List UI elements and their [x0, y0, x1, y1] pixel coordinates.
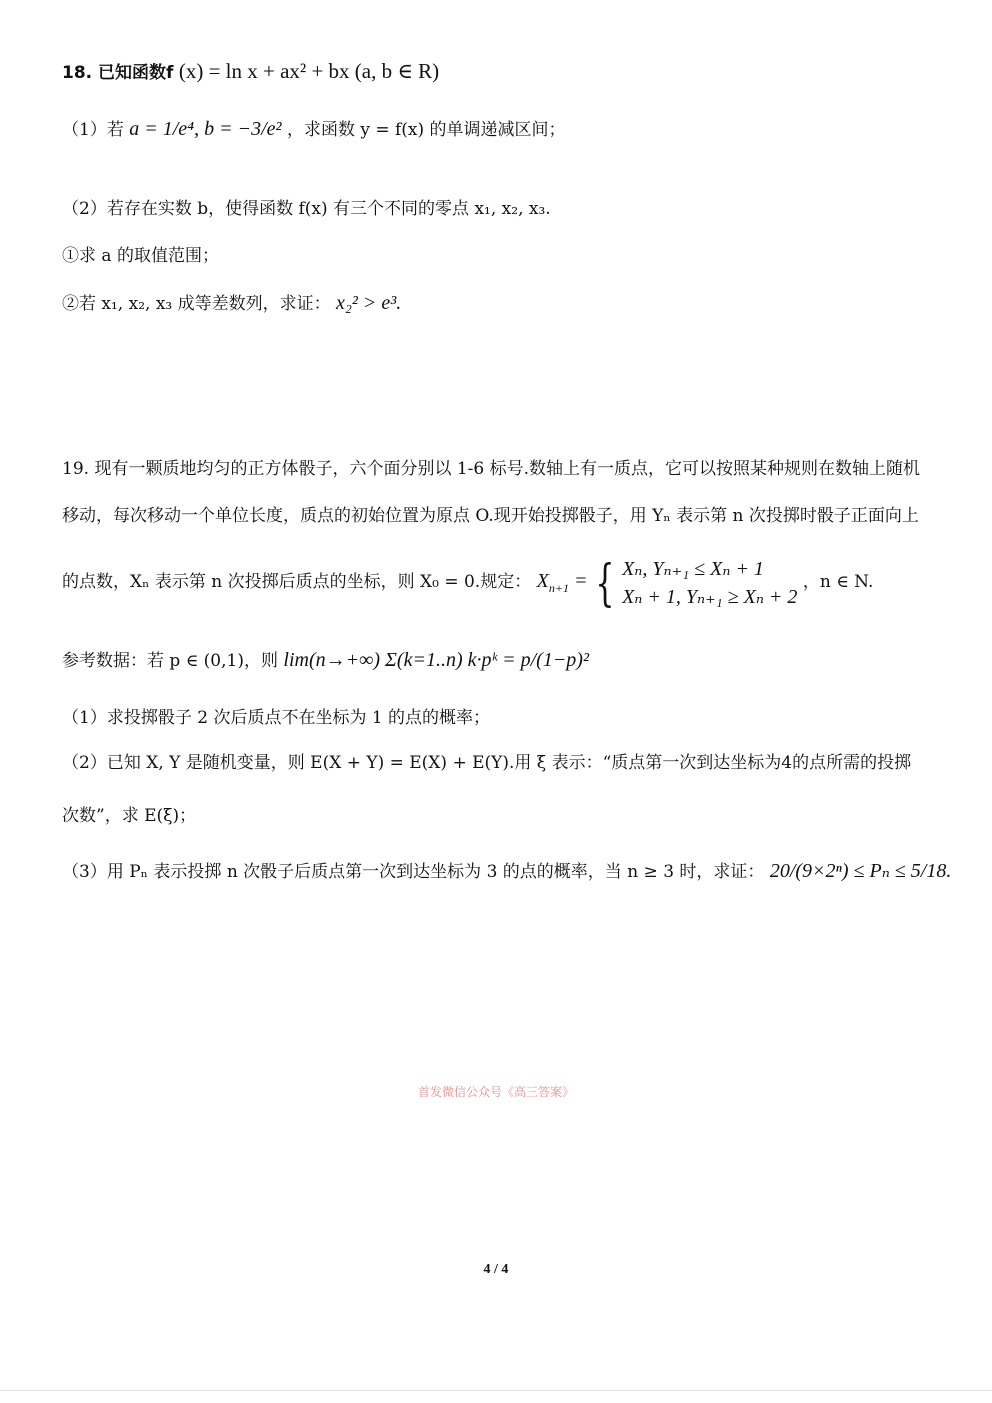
q19-part3-prefix: （3）用 Pₙ 表示投掷 n 次骰子后质点第一次到达坐标为 3 的点的概率，当 n ≥ 3 时，求证： — [62, 862, 765, 882]
q18-part1-prefix: （1）若 — [62, 120, 124, 140]
q18-part1-a: a = 1/e⁴ — [129, 118, 195, 140]
q19-part2-line2: 次数”，求 E(ξ)； — [62, 806, 197, 826]
q19-reference-formula: lim(n→+∞) Σ(k=1..n) k·pᵏ = p/(1−p)² — [283, 649, 589, 671]
q18-part1: （1）若 a = 1/e⁴, b = −3/e² ，求函数 y = f(x) 的单调递减区间； — [62, 118, 566, 140]
q18-part2: （2）若存在实数 b，使得函数 f(x) 有三个不同的零点 x₁, x₂, x₃. — [62, 199, 551, 219]
q18-part2-sub2 — [62, 292, 401, 315]
q18-part2-sub1: ①求 a 的取值范围； — [62, 246, 219, 266]
q18-part2-sub2-formula: x₂² > e³. — [336, 292, 402, 314]
q19-part3 — [62, 860, 951, 883]
q19-rule-cases — [622, 555, 797, 611]
q19-rule-case2: Xₙ + 1, Yₙ₊₁ ≥ Xₙ + 2 — [622, 585, 798, 608]
q19-reference — [62, 640, 589, 681]
watermark: 首发微信公众号《高三答案》 — [417, 1085, 574, 1099]
q19-part1: （1）求投掷骰子 2 次后质点不在坐标为 1 的点的概率； — [62, 708, 491, 728]
bottom-rule — [0, 1390, 992, 1391]
q19-reference-prefix: 参考数据：若 p ∈ (0,1)，则 — [62, 651, 278, 671]
q19-part2-line1: （2）已知 X, Y 是随机变量，则 E(X + Y) = E(X) + E(Y).用 ξ 表示：“质点第一次到达坐标为4的点所需的投掷 — [62, 753, 912, 773]
page-number: 4 / 4 — [483, 1262, 509, 1277]
q18-stem-lead: 18. 已知函数f — [62, 63, 174, 83]
q19-line1: 19. 现有一颗质地均匀的正方体骰子，六个面分别以 1-6 标号.数轴上有一质点，它可以按照某种规则在数轴上随机 — [62, 459, 921, 479]
q18-part1-suffix: ，求函数 y = f(x) 的单调递减区间； — [286, 120, 566, 140]
q18-part2-sub2-prefix: ②若 x₁, x₂, x₃ 成等差数列，求证： — [62, 294, 331, 314]
q19-rule-brace: { — [595, 553, 615, 612]
q19-part3-formula: 20/(9×2ⁿ) ≤ Pₙ ≤ 5/18. — [769, 860, 952, 882]
q19-line2: 移动，每次移动一个单位长度，质点的初始位置为原点 O.现开始投掷骰子，用 Yₙ 表示第 n 次投掷时骰子正面向上 — [62, 506, 919, 526]
q19-rule-case1: Xₙ, Yₙ₊₁ ≤ Xₙ + 1 — [622, 557, 764, 580]
q18-part1-b: b = −3/e² — [204, 118, 282, 140]
q18-stem — [62, 60, 439, 84]
q19-rule-suffix: ，n ∈ N. — [802, 572, 874, 592]
q19-line3-prefix: 的点数，Xₙ 表示第 n 次投掷后质点的坐标，则 X₀ = 0.规定： — [62, 572, 532, 592]
q19-rule-lhs: $X_{n+1}$ = — [536, 570, 588, 595]
q18-stem-formula: (x) = ln x + ax² + bx (a, b ∈ R) — [178, 59, 440, 83]
q19-line3 — [62, 553, 873, 616]
